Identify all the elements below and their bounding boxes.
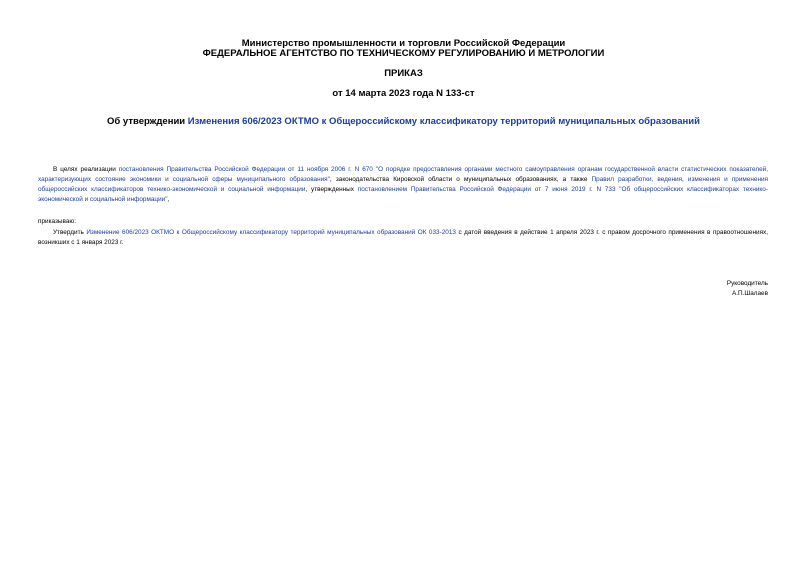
signature-name: А.П.Шалаев [731, 290, 768, 297]
preamble-link-decree-733[interactable]: постановлением Правительства Российской Федерации от 7 июня 2019 г. N 733 "Об общероссийских классификаторах технико-экономической и социальной информации" [38, 186, 768, 203]
paragraph-approve [38, 228, 768, 248]
document-date-number: от 14 марта 2023 года N 133-ст [332, 88, 475, 99]
agency-name: ФЕДЕРАЛЬНОЕ АГЕНТСТВО ПО ТЕХНИЧЕСКОМУ РЕГУЛИРОВАНИЮ И МЕТРОЛОГИИ [202, 48, 605, 59]
preamble-text-1: В целях реализации [53, 166, 119, 173]
document-type: ПРИКАЗ [384, 68, 423, 79]
preamble-text-4: , [167, 196, 170, 203]
title-link[interactable]: Изменения 606/2023 ОКТМО к Общероссийскому классификатору территорий муниципальных образований [187, 116, 700, 127]
signature-position: Руководитель [726, 280, 768, 287]
document-title [0, 116, 807, 127]
title-prefix: Об утверждении [107, 116, 188, 127]
preamble-link-decree-670[interactable]: постановления Правительства Российской Федерации от 11 ноября 2006 г. N 670 "О порядке предоставления органами местного самоуправления органам государственной власти статистических показателей, характеризующих состояние экономики и социальной сферы муниципального образования" [38, 166, 768, 183]
approve-text-1: Утвердить [53, 229, 87, 236]
paragraph-preamble [38, 165, 768, 205]
preamble-link-rules[interactable]: Правил разработки, ведения, изменения и применения общероссийских классификаторов технико-экономической и социальной информации [38, 176, 769, 193]
approve-link-change[interactable]: Изменение 606/2023 ОКТМО к Общероссийскому классификатору территорий муниципальных образований ОК 033-2013 [86, 229, 456, 236]
ministry-name: Министерство промышленности и торговли Российской Федерации [241, 38, 566, 49]
preamble-text-2: , законодательства Кировской области о муниципальных образованиях, а также [329, 176, 592, 183]
preamble-text-3: , утвержденных [305, 186, 358, 193]
order-word: приказываю: [38, 218, 76, 225]
approve-text-2: с датой введения в действие 1 апреля 2023 г. с правом досрочного применения в правоотношениях, возникших с 1 января 2023 г. [38, 229, 768, 246]
